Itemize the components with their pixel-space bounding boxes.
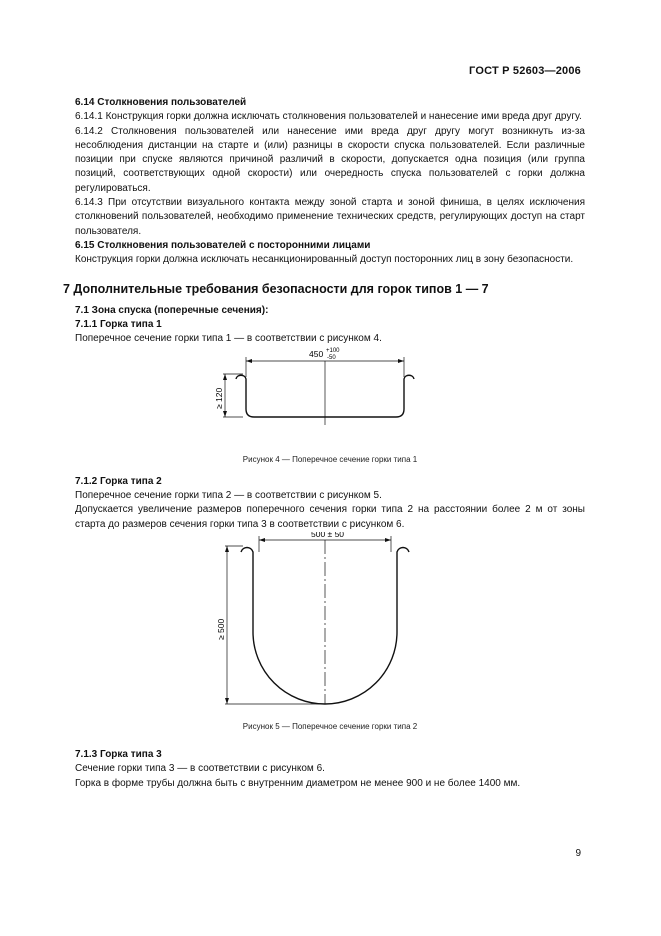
figure-5 xyxy=(75,532,585,732)
heading-7-1-3: 7.1.3 Горка типа 3 xyxy=(75,748,162,760)
fig4-height-dim: ≥ 120 xyxy=(214,387,224,409)
para-6-14-1: 6.14.1 Конструкция горки должна исключать столкновения пользователей и нанесение ими вреда друг другу. xyxy=(75,111,582,123)
para-6-15: Конструкция горки должна исключать несанкционированный доступ посторонних лиц в зону безопасности. xyxy=(75,254,574,266)
heading-section-7: 7 Дополнительные требования безопасности для горок типов 1 — 7 xyxy=(63,281,489,296)
figure-5-dimensions xyxy=(225,536,391,704)
figure-4-dimensions xyxy=(223,354,404,425)
para-7-1-3-a: Сечение горки типа 3 — в соответствии с рисунком 6. xyxy=(75,763,325,775)
page-number: 9 xyxy=(575,848,581,859)
fig4-width-dim: 450 xyxy=(309,348,324,359)
para-7-1-2-b: Допускается увеличение размеров поперечного сечения горки типа 2 на расстоянии более 2 м от зоны старта до размеров сечения горки типа 3 в соответствии с рисунком 6. xyxy=(75,504,585,530)
figure-4-arrows xyxy=(223,359,404,417)
figure-5-drawing xyxy=(75,532,585,722)
heading-6-15: 6.15 Столкновения пользователей с посторонними лицами xyxy=(75,239,371,251)
figure-4-drawing xyxy=(75,347,585,455)
heading-6-14: 6.14 Столкновения пользователей xyxy=(75,97,247,108)
para-6-14-3: 6.14.3 При отсутствии визуального контакта между зоной старта и зоной финиша, в целях исключения столкновений пользователей, необходимо применение технических средств, регулирующих доступ на старт пользователя. xyxy=(75,197,585,237)
document-id: ГОСТ Р 52603—2006 xyxy=(469,65,581,77)
figure-5-caption: Рисунок 5 — Поперечное сечение горки типа 2 xyxy=(242,721,418,731)
heading-7-1-2: 7.1.2 Горка типа 2 xyxy=(75,475,162,487)
fig4-tol-upper: +100 xyxy=(326,347,340,354)
para-6-14-2: 6.14.2 Столкновения пользователей или нанесение ими вреда друг другу могут возникнуть из-за несоблюдения дистанции на старте и (или) разницы в скорости спуска пользователей. Если различные позиции при спуске являются причиной различий в скорости, допускается одна позиция (или группа позиций, соответствующих одной скорости) или очередность спуска пользователей с горки должна регулироваться. xyxy=(75,125,585,194)
fig5-width-dim: 500 ± 50 xyxy=(311,531,345,539)
heading-7-1-1: 7.1.1 Горка типа 1 xyxy=(75,319,162,331)
para-7-1-1: Поперечное сечение горки типа 1 — в соответствии с рисунком 4. xyxy=(75,333,382,345)
figure-5-arrows xyxy=(225,538,391,704)
fig5-height-dim: ≥ 500 xyxy=(216,618,226,640)
fig4-tol-lower: -50 xyxy=(327,354,336,361)
page-content xyxy=(63,96,585,791)
heading-7-1: 7.1 Зона спуска (поперечные сечения): xyxy=(75,304,269,316)
para-7-1-3-b: Горка в форме трубы должна быть с внутренним диаметром не менее 900 и не более 1400 мм. xyxy=(75,777,521,789)
figure-4-caption: Рисунок 4 — Поперечное сечение горки типа 1 xyxy=(242,454,418,464)
para-7-1-2-a: Поперечное сечение горки типа 2 — в соответствии с рисунком 5. xyxy=(75,490,382,502)
figure-4 xyxy=(75,347,585,465)
